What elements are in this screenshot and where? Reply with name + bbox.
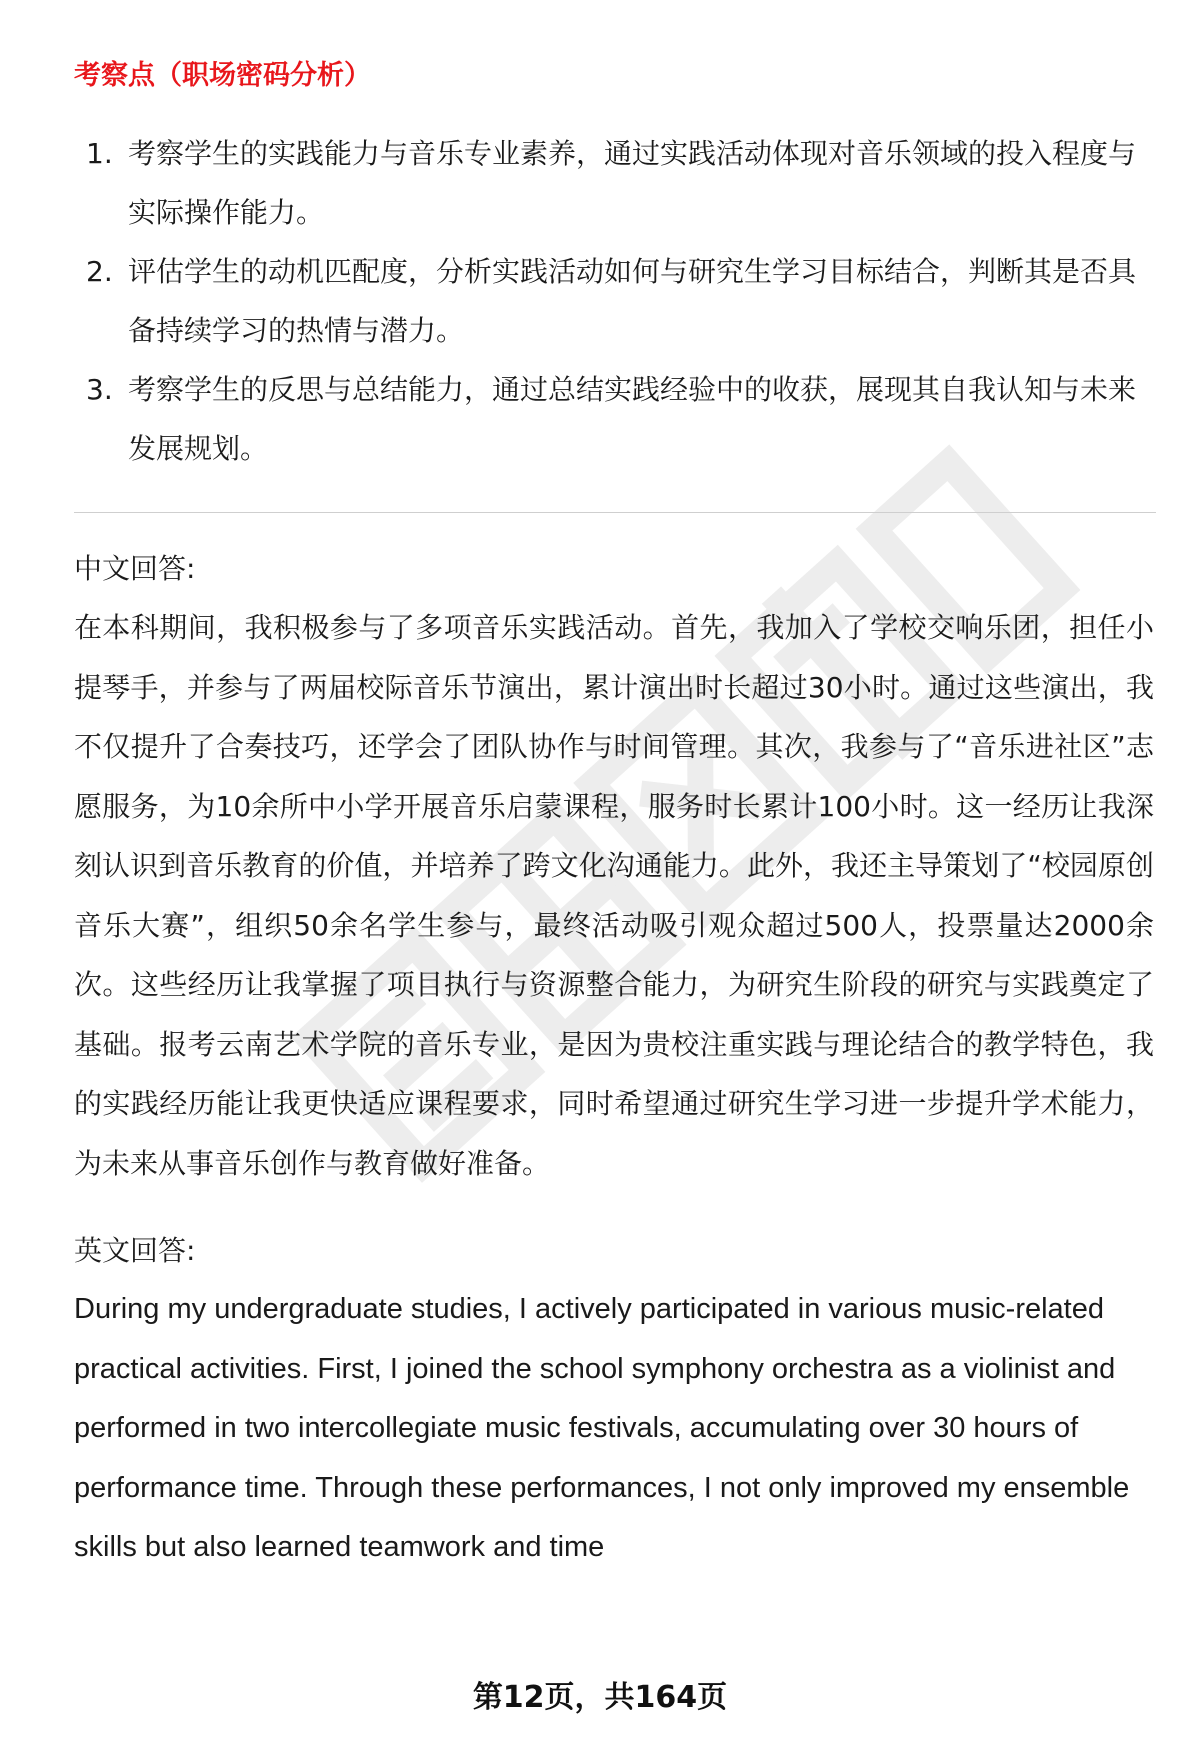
list-item-number: 2. [86,255,113,288]
english-answer-text: During my undergraduate studies, I actively participated in various music-related practical activities. First, I joined the school symphony orchestra as a violinist and performed in two intercollegiate music festivals, accumulating over 30 hours of performance time. Through these performances, I not only improved my ensemble skills but also learned teamwork and time [74,1293,1130,1563]
section-title: 考察点（职场密码分析） [74,60,371,91]
section-divider [74,512,1156,513]
list-item-text: 考察学生的实践能力与音乐专业素养，通过实践活动体现对音乐领域的投入程度与实际操作能力。 [128,137,1137,229]
list-item-number: 1. [86,137,113,170]
spacer [74,1193,1154,1221]
list-item [74,242,1154,360]
list-item-number: 3. [86,373,113,406]
list-item-text: 评估学生的动机匹配度，分析实践活动如何与研究生学习目标结合，判断其是否具备持续学习的热情与潜力。 [128,255,1137,347]
english-answer-label: 英文回答: [74,1234,196,1267]
document-page [74,56,1154,1578]
list-item-text: 考察学生的反思与总结能力，通过总结实践经验中的收获，展现其自我认知与未来发展规划。 [128,373,1137,465]
list-item [74,360,1154,478]
assessment-points-list [74,124,1154,478]
list-item [74,124,1154,242]
chinese-answer-label: 中文回答: [74,552,196,585]
chinese-answer-text: 在本科期间，我积极参与了多项音乐实践活动。首先，我加入了学校交响乐团，担任小提琴手，并参与了两届校际音乐节演出，累计演出时长超过30小时。通过这些演出，我不仅提升了合奏技巧，还学会了团队协作与时间管理。其次，我参与了“音乐进社区”志愿服务，为10余所中小学开展音乐启蒙课程，服务时长累计100小时。这一经历让我深刻认识到音乐教育的价值，并培养了跨文化沟通能力。此外，我还主导策划了“校园原创音乐大赛”，组织50余名学生参与，最终活动吸引观众超过500人，投票量达2000余次。这些经历让我掌握了项目执行与资源整合能力，为研究生阶段的研究与实践奠定了基础。报考云南艺术学院的音乐专业，是因为贵校注重实践与理论结合的教学特色，我的实践经历能让我更快适应课程要求，同时希望通过研究生学习进一步提升学术能力，为未来从事音乐创作与教育做好准备。 [74,611,1154,1180]
page-number-footer: 第12页，共164页 [472,1680,728,1715]
